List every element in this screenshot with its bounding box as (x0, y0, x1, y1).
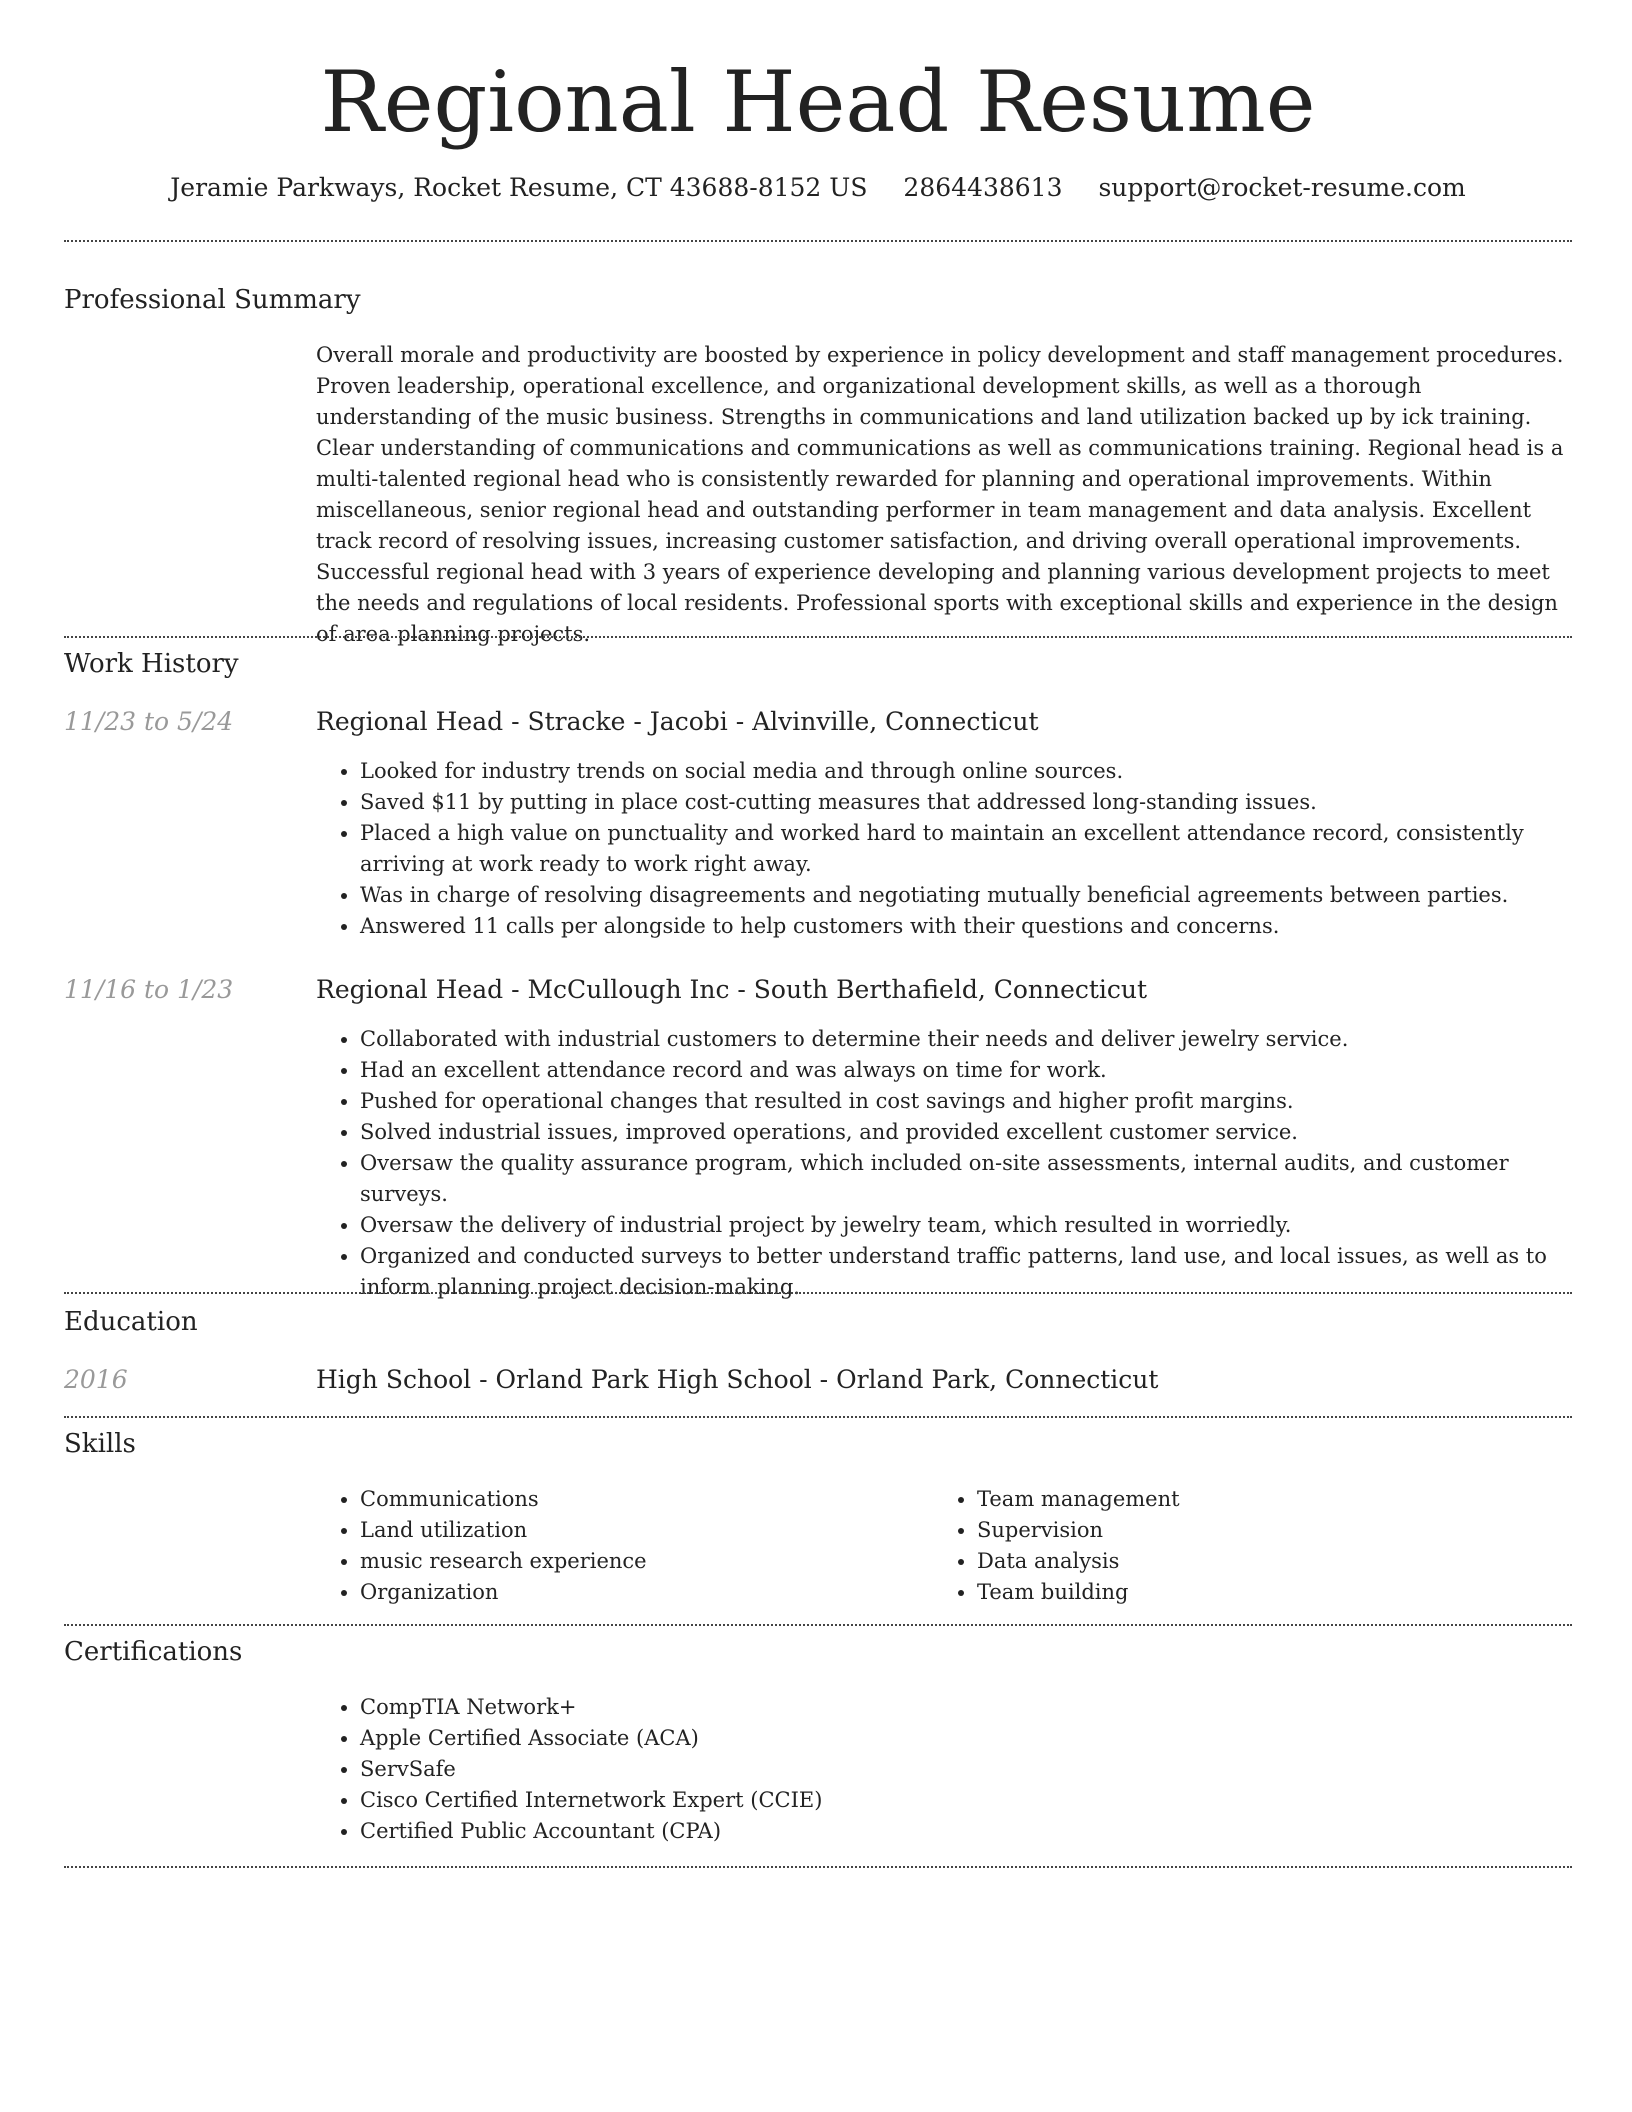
divider (64, 1292, 1572, 1294)
list-item: • Answered 11 calls per alongside to help customers with their questions and concerns. (360, 911, 1572, 942)
summary-heading: Professional Summary (64, 285, 361, 315)
list-item: • Oversaw the delivery of industrial project by jewelry team, which resulted in worriedly. (360, 1210, 1572, 1241)
contact-address: Jeramie Parkways, Rocket Resume, CT 43688-8152 US (170, 173, 868, 202)
certifications-heading: Certifications (64, 1637, 243, 1667)
list-item: • Pushed for operational changes that resulted in cost savings and higher profit margins. (360, 1086, 1572, 1117)
job-title: Regional Head - McCullough Inc - South Berthafield, Connecticut (316, 975, 1148, 1004)
list-item: • Organization (360, 1577, 930, 1608)
divider (64, 1416, 1572, 1418)
work-history-heading: Work History (64, 649, 239, 679)
list-item: • Was in charge of resolving disagreements and negotiating mutually beneficial agreements between parties. (360, 880, 1572, 911)
list-item: • Cisco Certified Internetwork Expert (CCIE) (360, 1785, 1572, 1816)
contact-phone: 2864438613 (903, 173, 1063, 202)
skills-heading: Skills (64, 1429, 136, 1459)
list-item: • Communications (360, 1484, 930, 1515)
list-item: • Certified Public Accountant (CPA) (360, 1816, 1572, 1847)
job-dates: 11/16 to 1/23 (64, 975, 234, 1004)
list-item: • Saved $11 by putting in place cost-cutting measures that addressed long-standing issues. (360, 787, 1572, 818)
contact-email: support@rocket-resume.com (1098, 173, 1466, 202)
list-item: • Land utilization (360, 1515, 930, 1546)
list-item: • Team management (977, 1484, 1567, 1515)
divider (64, 240, 1572, 242)
certifications-list (316, 1692, 1572, 1847)
list-item: • Oversaw the quality assurance program, which included on-site assessments, internal audits, and customer surveys. (360, 1148, 1572, 1210)
skills-list-right (933, 1484, 1567, 1608)
list-item: • Organized and conducted surveys to better understand traffic patterns, land use, and local issues, as well as to inform planning project decision-making. (360, 1241, 1572, 1303)
list-item: • Apple Certified Associate (ACA) (360, 1723, 1572, 1754)
list-item: • Data analysis (977, 1546, 1567, 1577)
list-item: • CompTIA Network+ (360, 1692, 1572, 1723)
job-bullets (316, 756, 1572, 942)
list-item: • music research experience (360, 1546, 930, 1577)
contact-line (64, 170, 1572, 206)
summary-text: Overall morale and productivity are boosted by experience in policy development and staff management procedures. Proven leadership, operational excellence, and organizational development skills, as well as a thorough understanding of the music business. Strengths in communications and land utilization backed up by ick training. Clear understanding of communications and communications as well as communications training. Regional head is a multi-talented regional head who is consistently rewarded for planning and operational improvements. Within miscellaneous, senior regional head and outstanding performer in team management and data analysis. Excellent track record of resolving issues, increasing customer satisfaction, and driving overall operational improvements. Successful regional head with 3 years of experience developing and planning various development projects to meet the needs and regulations of local residents. Professional sports with exceptional skills and experience in the design of area planning projects. (316, 343, 1564, 646)
education-title: High School - Orland Park High School - Orland Park, Connecticut (316, 1365, 1159, 1394)
job-dates: 11/23 to 5/24 (64, 707, 234, 736)
list-item: • Supervision (977, 1515, 1567, 1546)
list-item: • Collaborated with industrial customers to determine their needs and deliver jewelry service. (360, 1024, 1572, 1055)
skills-list-left (316, 1484, 930, 1608)
job-bullets (316, 1024, 1572, 1303)
list-item: • Looked for industry trends on social media and through online sources. (360, 756, 1572, 787)
list-item: • Solved industrial issues, improved operations, and provided excellent customer service. (360, 1117, 1572, 1148)
list-item: • Team building (977, 1577, 1567, 1608)
list-item: • ServSafe (360, 1754, 1572, 1785)
divider (64, 1624, 1572, 1626)
resume-title: Regional Head Resume (320, 53, 1316, 151)
education-dates: 2016 (64, 1365, 128, 1394)
list-item: • Had an excellent attendance record and was always on time for work. (360, 1055, 1572, 1086)
education-heading: Education (64, 1307, 198, 1337)
divider (64, 636, 1572, 638)
job-title: Regional Head - Stracke - Jacobi - Alvinville, Connecticut (316, 707, 1039, 736)
divider (64, 1866, 1572, 1868)
list-item: • Placed a high value on punctuality and worked hard to maintain an excellent attendance record, consistently arriving at work ready to work right away. (360, 818, 1572, 880)
